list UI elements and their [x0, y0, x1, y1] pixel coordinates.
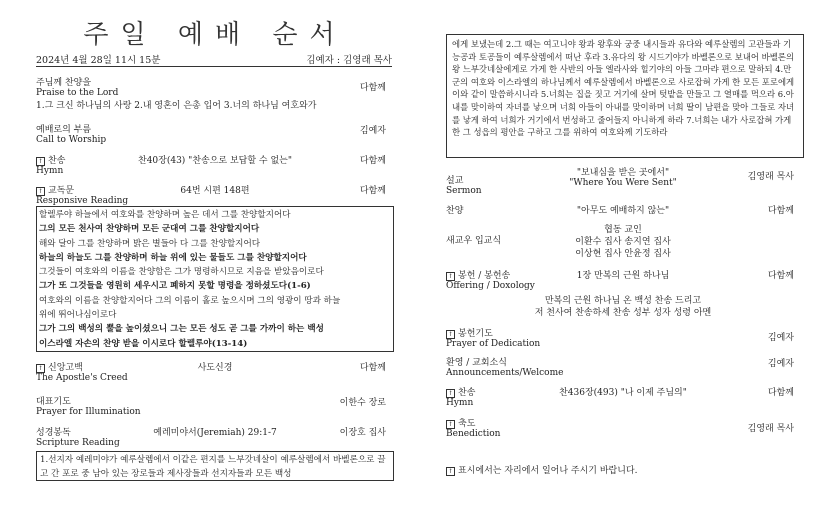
responsive-line: 하늘의 하늘도 그를 찬양하며 하늘 위에 있는 물들도 그를 찬양할지어다: [39, 252, 307, 263]
item-ko: 찬송: [458, 388, 476, 398]
stand-icon: ↑: [447, 468, 454, 475]
item-mid: 1장 만복의 근원 하나님: [576, 271, 670, 281]
item-right: 다함께: [359, 83, 386, 93]
item-ko: 봉헌기도: [458, 329, 493, 339]
responsive-line: 할렐루야 하늘에서 여호와를 찬양하며 높은 데서 그를 찬양할지어다: [39, 210, 291, 220]
item-en: Announcements/Welcome: [446, 368, 564, 378]
service-date: 2024년 4월 28일 11시 15분: [36, 55, 161, 66]
service-header: [36, 52, 392, 67]
order-item-offering: [446, 271, 800, 291]
order-item-dedication: [446, 329, 800, 349]
item-right: 다함께: [359, 156, 386, 166]
doxology-line: 저 천사여 찬송하세 찬송 성부 성자 성령 아멘: [534, 308, 712, 318]
item-ko: 예배로의 부름: [36, 125, 92, 135]
item-ko: 교독문: [48, 186, 75, 196]
item-ko: 축도: [458, 419, 476, 429]
item-en: Offering / Doxology: [446, 281, 535, 291]
item-mid: 예레미야서(Jeremiah) 29:1-7: [153, 428, 277, 438]
item-en: Scripture Reading: [36, 438, 120, 448]
item-en: Benediction: [446, 429, 501, 439]
item-en: Praise to the Lord: [36, 88, 119, 98]
doxology-line: 만복의 근원 하나님 온 백성 찬송 드리고: [544, 296, 702, 306]
item-en: Call to Worship: [36, 135, 107, 145]
new-member-names: 이환수 집사 송지연 집사: [575, 237, 671, 247]
item-ko: 대표기도: [36, 397, 71, 407]
item-ko: 설교: [446, 176, 464, 186]
item-mid-en: "Where You Were Sent": [569, 178, 677, 188]
order-item-scripture: [36, 428, 394, 448]
item-ko: 신앙고백: [48, 363, 83, 373]
stand-icon: ↑: [37, 158, 44, 165]
scripture-text-right: 에게 보냈는데 2.그 때는 여고니야 왕과 왕후와 궁중 내시들과 유다와 예루살렘의 고관들과 기능공과 토공들이 예루살렘에서 떠난 후라 3.유다의 왕 시드기야가 바벨론으로 보내어 바벨론의 왕 느부갓네살에게로 가게 한 사반의 아들 엘라사와 힐기야의 아들 그마랴 편으로 말하되 4.만군의 여호와 이스라엘의 하나님께서 예루살렘에서 바벨론으로 사로잡혀 가게 한 모든 포로에게 이와 같이 말씀하시니라 5.너희는 집을 짓고 거기에 살며 텃밭을 만들고 그 열매를 먹으라 6.아내를 맞이하여 자녀를 낳으며 너희 아들이 아내를 맞이하며 너희 딸이 남편을 맞아 그들로 자녀를 낳게 하여 너희가 거기에서 번성하고 줄어들지 아니하게 하라 7.너희는 내가 사로잡혀 가게 한 그 성읍의 평안을 구하고 그를 위하여 여호와께 기도하라: [446, 34, 804, 158]
item-mid: "보내심을 받은 곳에서": [576, 168, 670, 178]
order-item-call-to-worship: [36, 125, 394, 145]
praise-songs: 1.그 크신 하나님의 사랑 2.내 영혼이 은총 입어 3.너의 하나님 여호와가: [36, 101, 317, 111]
item-right: 다함께: [359, 363, 386, 373]
order-item-responsive: [36, 186, 394, 206]
item-en: Responsive Reading: [36, 196, 129, 206]
item-en: Prayer of Dedication: [446, 339, 541, 349]
item-mid: 찬40장(43) "찬송으로 보답할 수 없는": [138, 156, 292, 166]
new-member-label: 협동 교인: [604, 225, 642, 235]
item-ko: 성경봉독: [36, 428, 71, 438]
item-ko: 환영 / 교회소식: [446, 358, 507, 368]
item-ko: 찬송: [48, 156, 66, 166]
new-member-names: 이상현 집사 안윤정 집사: [575, 249, 671, 259]
scripture-text-left: 1.선지자 예레미야가 예루살렘에서 이같은 편지를 느부갓네살이 예루살렘에서 바벨론으로 끌고 간 포로 중 남아 있는 장로들과 제사장들과 선지자들과 모든 백성: [36, 451, 394, 481]
item-mid: 찬436장(493) "나 이제 주님의": [559, 388, 687, 398]
responsive-line: 이스라엘 자손의 찬양 받을 이시로다 할렐루야(13-14): [39, 338, 248, 349]
stand-icon: ↑: [37, 188, 44, 195]
order-item-sermon: [446, 168, 800, 196]
page-title: 주일 예배 순서: [83, 20, 347, 50]
order-item-creed: [36, 363, 394, 383]
item-ko: 새교우 입교식: [446, 236, 502, 246]
item-right: 김예자: [767, 333, 794, 343]
item-en: Prayer for Illumination: [36, 407, 141, 417]
item-ko: 찬양: [446, 206, 464, 216]
responsive-reading-box: [36, 206, 394, 352]
item-right: 다함께: [359, 186, 386, 196]
item-right: 다함께: [767, 388, 794, 398]
responsive-line: 여호와의 이름을 찬양할지어다 그의 이름이 홀로 높으시며 그의 영광이 땅과 하늘: [39, 295, 341, 306]
item-mid: 사도신경: [197, 363, 233, 373]
responsive-line: 그의 모든 천사여 찬양하며 모든 군대여 그를 찬양할지어다: [39, 224, 260, 235]
responsive-line: 해와 달아 그를 찬양하며 밝은 별들아 다 그를 찬양할지어다: [39, 238, 261, 249]
footnote-text: 표시에서는 자리에서 일어나 주시기 바랍니다.: [458, 466, 638, 476]
order-item-prayer: [36, 397, 394, 417]
stand-icon: ↑: [447, 421, 454, 428]
item-mid: 64번 시편 148편: [180, 186, 250, 196]
item-right: 김영래 목사: [747, 424, 794, 434]
stand-icon: ↑: [447, 331, 454, 338]
item-ko: 주님께 찬양을: [36, 78, 92, 88]
stand-icon: ↑: [447, 273, 454, 280]
service-presider: 김예자 : 김영래 목사: [306, 55, 392, 66]
order-item-anthem: [446, 206, 800, 216]
stand-icon: ↑: [447, 390, 454, 397]
item-right: 이장호 집사: [339, 428, 386, 438]
item-mid: "아무도 예배하지 않는": [576, 206, 670, 216]
item-right: 다함께: [767, 271, 794, 281]
item-right: 다함께: [767, 206, 794, 216]
item-ko: 봉헌 / 봉헌송: [458, 271, 511, 281]
responsive-line: 그가 그의 백성의 뿔을 높이셨으니 그는 모든 성도 곧 그를 가까이 하는 백성: [39, 324, 324, 335]
item-right: 이한수 장로: [339, 398, 386, 408]
responsive-line: 위에 뛰어나심이로다: [39, 310, 117, 321]
order-item-hymn: [36, 156, 394, 176]
item-en: Sermon: [446, 186, 482, 196]
item-en: The Apostle's Creed: [36, 373, 128, 383]
item-right: 김영래 목사: [747, 172, 794, 182]
item-right: 김예자: [767, 359, 794, 369]
order-item-closing-hymn: [446, 388, 800, 408]
stand-icon: ↑: [37, 365, 44, 372]
footnote: [446, 463, 638, 476]
order-item-announcements: [446, 358, 800, 378]
item-en: Hymn: [36, 166, 64, 176]
order-item-benediction: [446, 419, 800, 439]
item-en: Hymn: [446, 398, 474, 408]
item-right: 김예자: [359, 126, 386, 136]
order-item-praise: [36, 78, 394, 111]
responsive-line: 그것들이 여호와의 이름을 찬양함은 그가 명령하시므로 지음을 받았음이로다: [39, 267, 324, 278]
responsive-line: 그가 또 그것들을 영원히 세우시고 폐하지 못할 명령을 정하셨도다(1-6): [39, 281, 311, 292]
